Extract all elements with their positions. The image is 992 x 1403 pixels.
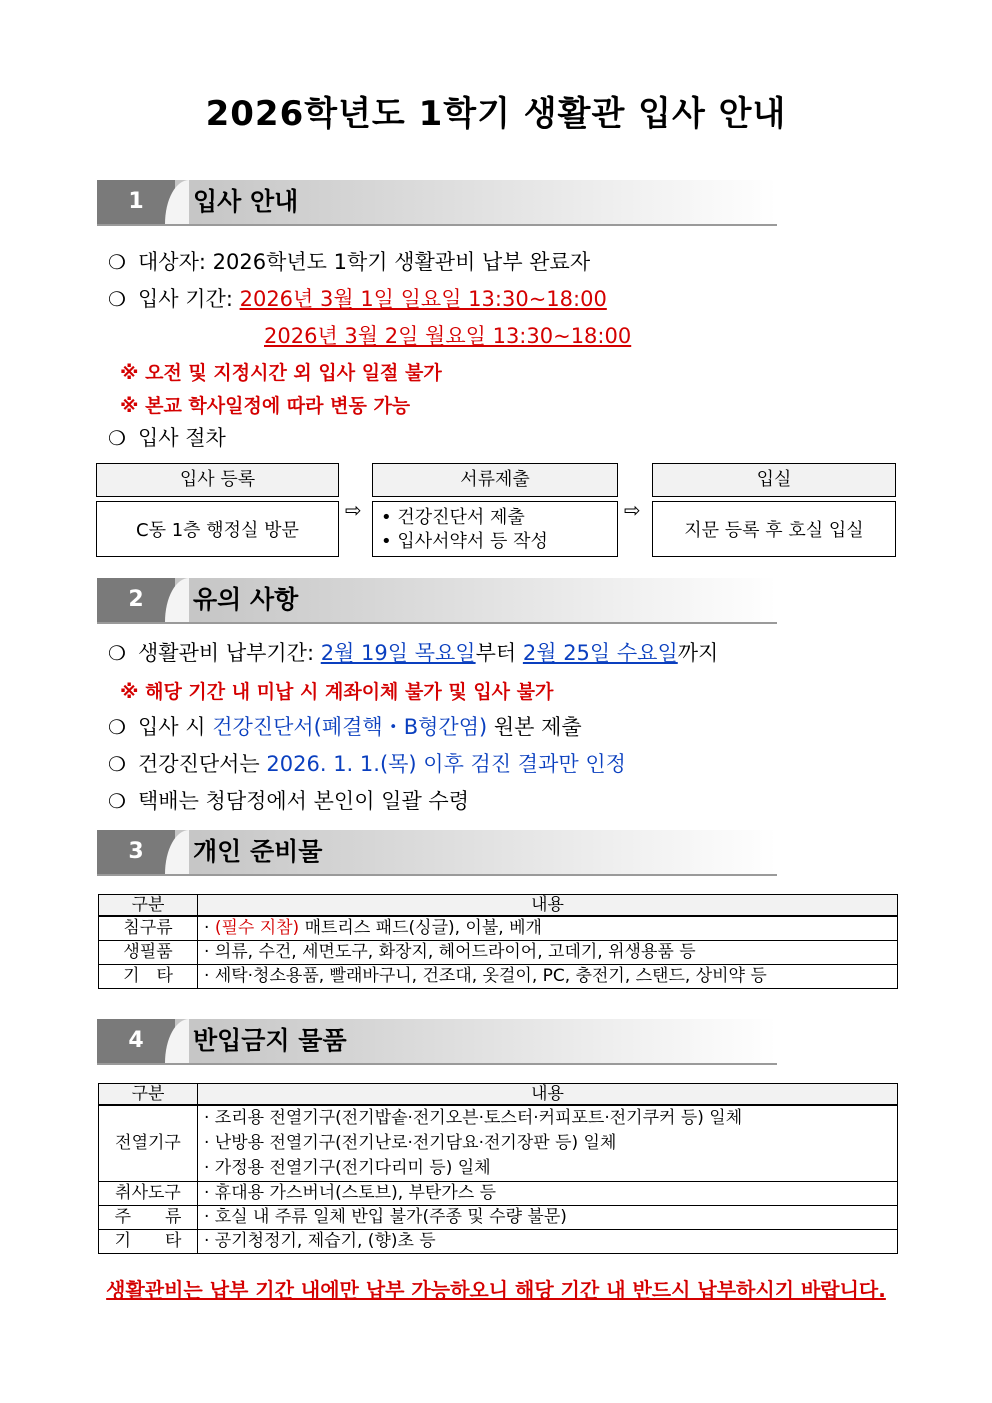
table-row: 전열기구 · 조리용 전열기구(전기밥솥·전기오븐·토스터·커피포트·전기쿠커 등) 일체 · 난방용 전열기구(전기난로·전기담요·전기장판 등) 일체 · 가정용 전열기구(전기다리미 등) 일체 [99, 1105, 898, 1182]
period-1: 2026년 3월 1일 일요일 13:30~18:00 [239, 287, 607, 311]
section-header-4 [97, 1019, 777, 1065]
flow-step-1-body: C동 1층 행정실 방문 [96, 501, 339, 557]
circle-bullet-icon: ❍ [108, 641, 126, 665]
payment-line: ❍ 생활관비 납부기간: 2월 19일 목요일부터 2월 25일 수요일까지 [108, 641, 719, 665]
target-value: 2026학년도 1학기 생활관비 납부 완료자 [212, 250, 591, 274]
section-header-1 [97, 180, 777, 226]
health-date: 2026. 1. 1.(목) 이후 검진 결과만 인정 [266, 752, 626, 776]
section-title: 반입금지 물품 [193, 1026, 347, 1055]
table-row: 생필품 · 의류, 수건, 세면도구, 화장지, 헤어드라이어, 고데기, 위생용품 등 [99, 941, 898, 965]
section-header-2 [97, 578, 777, 624]
personal-items-table [98, 894, 898, 989]
flow-step-3-body: 지문 등록 후 호실 입실 [652, 501, 896, 557]
table-row: 주 류 · 호실 내 주류 일체 반입 불가(주종 및 수량 불문) [99, 1206, 898, 1230]
circle-bullet-icon: ❍ [108, 287, 126, 311]
period-line-2 [264, 320, 631, 350]
payment-end: 2월 25일 수요일 [522, 641, 678, 665]
prohibited-items-table [98, 1083, 898, 1254]
circle-bullet-icon: ❍ [108, 250, 126, 274]
section-title: 유의 사항 [193, 585, 299, 614]
note-no-morning: ※ 오전 및 지정시간 외 입사 일절 불가 [120, 362, 442, 384]
note-unpaid: ※ 해당 기간 내 미납 시 계좌이체 불가 및 입사 불가 [120, 681, 554, 703]
table-row: 기 타 · 공기청정기, 제습기, (향)초 등 [99, 1230, 898, 1254]
circle-bullet-icon: ❍ [108, 715, 126, 739]
flow-step-1-head: 입사 등록 [96, 463, 339, 497]
payment-start: 2월 19일 목요일 [320, 641, 476, 665]
table-row: 침구류 · (필수 지참) 매트리스 패드(싱글), 이불, 베개 [99, 916, 898, 941]
health-doc: 건강진단서(폐결핵・B형간염) [212, 715, 488, 739]
flow-step-2-head: 서류제출 [372, 463, 618, 497]
payment-label: 생활관비 납부기간: [138, 641, 315, 665]
circle-bullet-icon: ❍ [108, 426, 126, 450]
procedure-line [108, 422, 226, 452]
payment-reminder: 생활관비는 납부 기간 내에만 납부 가능하오니 해당 기간 내 반드시 납부하시기 바랍니다. [106, 1278, 886, 1302]
target-label: 대상자: [138, 250, 206, 274]
section-number: 3 [97, 830, 175, 874]
parcel-line: ❍ 택배는 청담정에서 본인이 일괄 수령 [108, 789, 469, 813]
table-header-row: 구분 내용 [99, 895, 898, 917]
period-2: 2026년 3월 2일 월요일 13:30~18:00 [264, 324, 632, 348]
arrow-right-icon: ⇨ [624, 498, 641, 522]
health-date-line: ❍ 건강진단서는 2026. 1. 1.(목) 이후 검진 결과만 인정 [108, 752, 626, 776]
section-number: 4 [97, 1019, 175, 1063]
flow-step-3-head: 입실 [652, 463, 896, 497]
period-line [108, 283, 607, 313]
health-doc-line: ❍ 입사 시 건강진단서(폐결핵・B형간염) 원본 제출 [108, 715, 582, 739]
table-header-row: 구분 내용 [99, 1084, 898, 1106]
flow-step-2-body: • 건강진단서 제출 • 입사서약서 등 작성 [372, 501, 618, 557]
note-schedule-change: ※ 본교 학사일정에 따라 변동 가능 [120, 395, 411, 417]
arrow-right-icon: ⇨ [345, 498, 362, 522]
table-row: 기 타 · 세탁·청소용품, 빨래바구니, 건조대, 옷걸이, PC, 충전기, 스탠드, 상비약 등 [99, 965, 898, 989]
page-title: 2026학년도 1학기 생활관 입사 안내 [205, 94, 787, 134]
period-label: 입사 기간: [138, 287, 233, 311]
circle-bullet-icon: ❍ [108, 752, 126, 776]
section-number: 1 [97, 180, 175, 224]
circle-bullet-icon: ❍ [108, 789, 126, 813]
section-title: 입사 안내 [193, 187, 299, 216]
section-number: 2 [97, 578, 175, 622]
procedure-label: 입사 절차 [138, 426, 226, 450]
section-header-3 [97, 830, 777, 876]
table-row: 취사도구 · 휴대용 가스버너(스토브), 부탄가스 등 [99, 1182, 898, 1206]
section-title: 개인 준비물 [193, 837, 323, 866]
target-line [108, 246, 590, 276]
